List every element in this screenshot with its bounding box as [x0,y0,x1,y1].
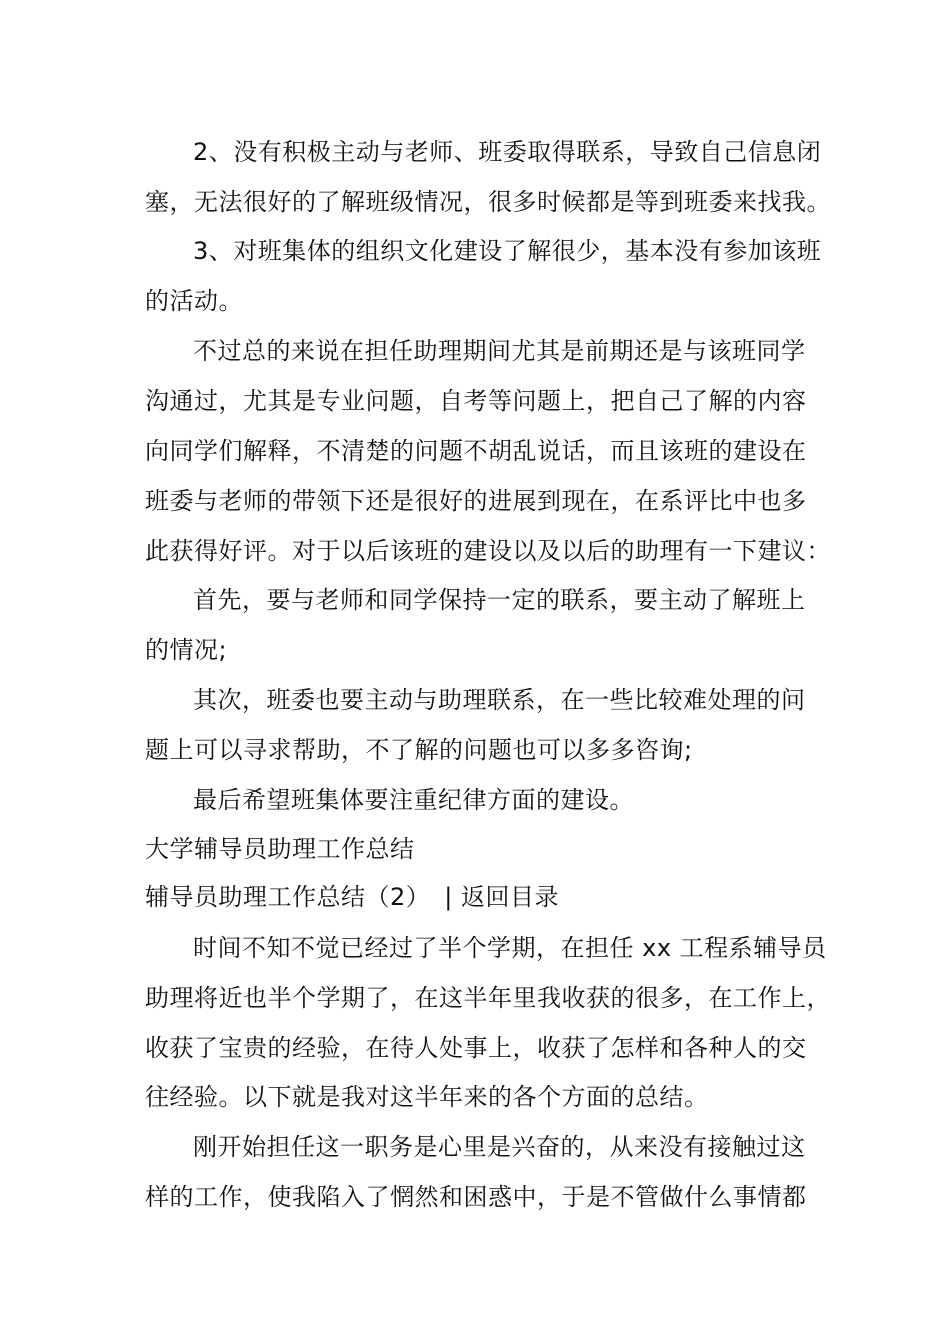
paragraph-line: 不过总的来说在担任助理期间尤其是前期还是与该班同学 [193,337,806,365]
paragraph-line: 助理将近也半个学期了，在这半年里我收获的很多，在工作上， [145,984,831,1012]
back-to-contents-link[interactable]: | 返回目录 [444,883,559,911]
paragraph-line: 向同学们解释，不清楚的问题不胡乱说话，而且该班的建设在 [145,437,807,465]
paragraph-line: 2、没有积极主动与老师、班委取得联系，导致自己信息闭 [193,138,822,166]
paragraph-line: 题上可以寻求帮助，不了解的问题也可以多多咨询; [145,736,693,764]
paragraph-line: 刚开始担任这一职务是心里是兴奋的，从来没有接触过这 [193,1133,806,1161]
paragraph-line: 时间不知不觉已经过了半个学期，在担任 xx 工程系辅导员 [193,934,827,962]
paragraph-line: 塞，无法很好的了解班级情况，很多时候都是等到班委来找我。 [145,188,831,216]
paragraph-line: 沟通过，尤其是专业问题，自考等问题上，把自己了解的内容 [145,387,807,415]
section-heading: 辅导员助理工作总结（2） [145,883,431,911]
paragraph-line: 班委与老师的带领下还是很好的进展到现在，在系评比中也多 [145,487,807,515]
paragraph-line: 样的工作，使我陷入了惘然和困惑中，于是不管做什么事情都 [145,1183,807,1211]
paragraph-line: 其次，班委也要主动与助理联系，在一些比较难处理的问 [193,686,806,714]
section-heading-row [145,882,559,912]
paragraph-line: 3、对班集体的组织文化建设了解很少，基本没有参加该班 [193,237,822,265]
paragraph-line: 的情况; [145,636,228,664]
paragraph-line: 此获得好评。对于以后该班的建设以及以后的助理有一下建议： [145,537,831,565]
subtitle-line: 大学辅导员助理工作总结 [145,835,415,863]
paragraph-line: 最后希望班集体要注重纪律方面的建设。 [193,786,634,814]
paragraph-line: 首先，要与老师和同学保持一定的联系，要主动了解班上 [193,586,806,614]
paragraph-line: 收获了宝贵的经验，在待人处事上，收获了怎样和各种人的交 [145,1034,807,1062]
paragraph-line: 往经验。以下就是我对这半年来的各个方面的总结。 [145,1083,709,1111]
paragraph-line: 的活动。 [145,287,243,315]
